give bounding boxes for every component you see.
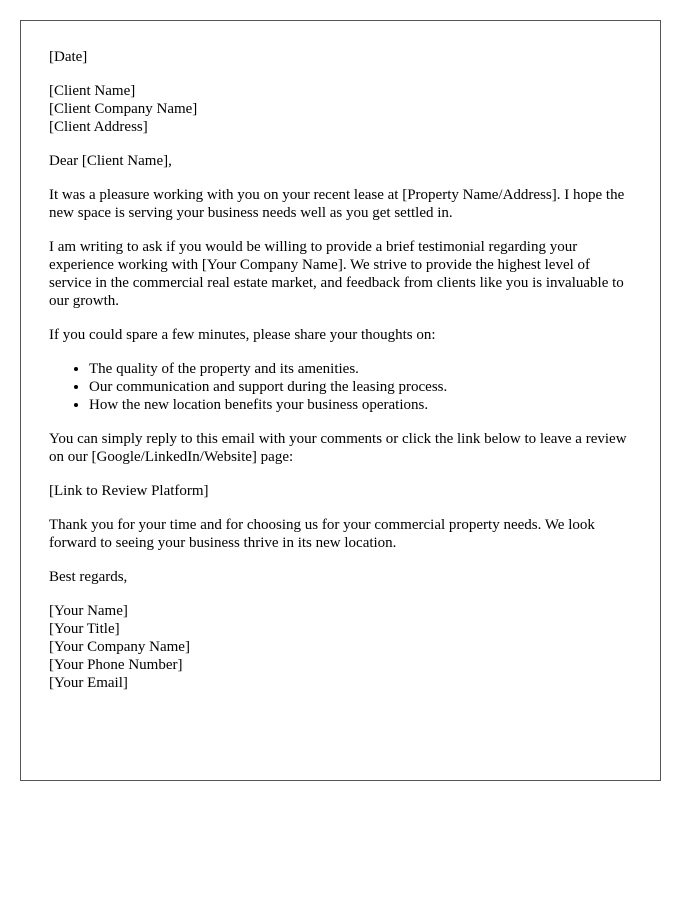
paragraph-thanks: Thank you for your time and for choosing us for your commercial property needs. We look forward to seeing your business thrive in its new location. [49, 517, 595, 551]
salutation: Dear [Client Name], [49, 153, 172, 169]
list-item: • Our communication and support during the leasing process. [89, 378, 632, 396]
review-link: [Link to Review Platform] [49, 483, 209, 499]
paragraph-reply: You can simply reply to this email with your comments or click the link below to leave a review on our [Google/LinkedIn/Website] page: [49, 431, 627, 465]
recipient-block [49, 82, 632, 136]
sender-name: [Your Name] [49, 603, 128, 619]
client-company: [Client Company Name] [49, 101, 198, 117]
paragraph-request: I am writing to ask if you would be willing to provide a brief testimonial regarding your experience working with [Your Company Name]. We strive to provide the highest level of service in the commercial real estate market, and feedback from clients like you is invaluable to our growth. [49, 239, 624, 309]
sender-email: [Your Email] [49, 675, 128, 691]
sender-phone: [Your Phone Number] [49, 657, 183, 673]
sender-company: [Your Company Name] [49, 639, 190, 655]
date: [Date] [49, 49, 88, 65]
client-address: [Client Address] [49, 119, 148, 135]
signature-block [49, 602, 632, 692]
closing: Best regards, [49, 569, 128, 585]
list-item: • The quality of the property and its amenities. [89, 360, 632, 378]
list-item: • How the new location benefits your business operations. [89, 396, 632, 414]
sender-title: [Your Title] [49, 621, 120, 637]
thoughts-list [49, 360, 632, 414]
paragraph-prompt: If you could spare a few minutes, please share your thoughts on: [49, 327, 436, 343]
letter-page [20, 20, 661, 781]
client-name: [Client Name] [49, 83, 136, 99]
paragraph-intro: It was a pleasure working with you on your recent lease at [Property Name/Address]. I hope the new space is serving your business needs well as you get settled in. [49, 187, 625, 221]
